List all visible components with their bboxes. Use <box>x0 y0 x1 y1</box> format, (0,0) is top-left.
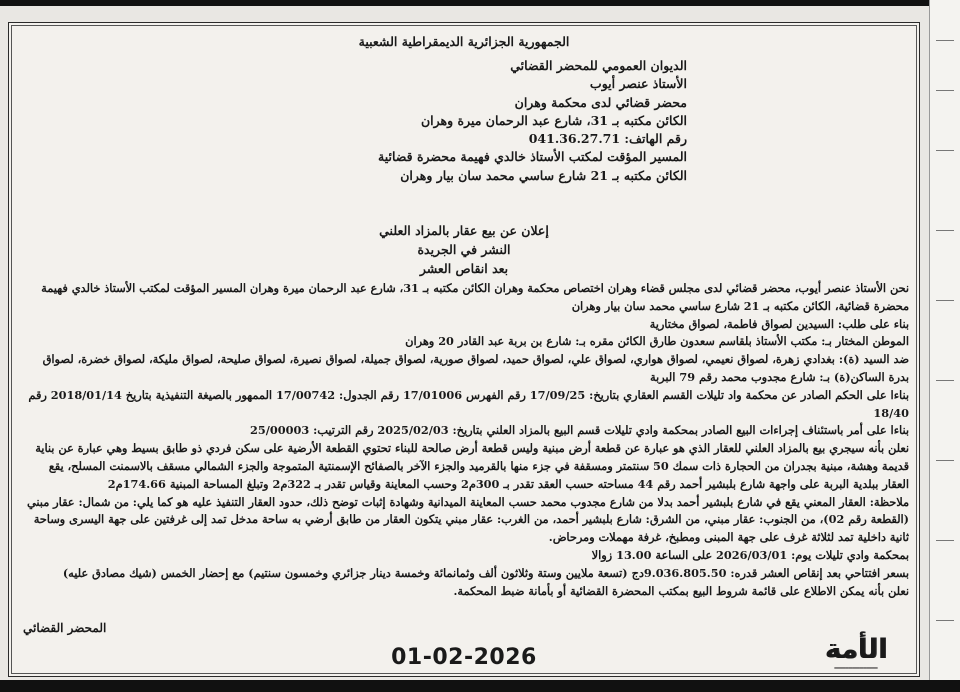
office-line: الديوان العمومي للمحضر القضائي <box>510 58 687 73</box>
office-line: الكائن مكتبه بـ 21 شارع ساسي محمد سان بيار وهران <box>400 167 687 183</box>
office-line: محضر قضائي لدى محكمة وهران <box>514 94 687 110</box>
notice-body <box>19 280 909 600</box>
logo-underline: ━━━━━━━━━━━━ <box>834 665 878 672</box>
signature-label: المحضر القضائي <box>23 621 107 635</box>
body-paragraph: ملاحظة: العقار المعني يقع في شارع بلبشير أحمد بدلا من شارع مجدوب محمد حسب المعاينة الميدانية وشهادة إثبات توضح ذلك، حدود العقار التنفيذ عليه هو كما يلي: من شمال: عقار مبني (القطعة رقم 02)، من الجنوب: عقار مبني، من الشرق: شارع بلبشير أحمد، من الغرب: عقار مبني يتكون العقار من طابق أرضي به ساحة مدخل تمد إلى غرفتين على جهة اليسرى وساحة ثانية داخلية تمد لثلاثة غرف على جهة المبنى ومطبخ، غرفة مهملات ومرحاض. <box>26 494 909 545</box>
office-line: الكائن مكتبه بـ 31، شارع عبد الرحمان ميرة وهران <box>420 112 687 128</box>
announcement-line: إعلان عن بيع عقار بالمزاد العلني <box>379 223 549 238</box>
auction-notice <box>8 22 920 677</box>
office-line: الأستاذ عنصر أيوب <box>589 76 687 92</box>
body-paragraph: نحن الأستاذ عنصر أيوب، محضر قضائي لدى مجلس قضاء وهران اختصاص محكمة وهران الكائن مكتبه بـ 31، شارع عبد الرحمان ميرة وهران المسير المؤقت لمكتب الأستاذ خالدي فهيمة محضرة قضائية، الكائن مكتبه بـ 21 شارع ساسي محمد سان بيار وهران <box>41 281 909 313</box>
newspaper-logo <box>811 635 901 675</box>
body-paragraph: بمحكمة وادي تليلات يوم: 2026/03/01 على الساعة 13.00 زوالا <box>591 547 909 562</box>
republic-header: الجمهورية الجزائرية الديمقراطية الشعبية <box>358 34 570 49</box>
office-phone: رقم الهاتف: 041.36.27.71 <box>528 131 687 147</box>
announcement-title <box>9 221 919 278</box>
adjacent-column-strip <box>929 0 960 692</box>
publication-date: 01-02-2026 <box>391 645 537 670</box>
body-paragraph: الموطن المختار بـ: مكتب الأستاذ بلقاسم سعدون طارق الكائن مقره بـ: شارع بن بربة عبد القادر 20 وهران <box>405 334 909 349</box>
body-paragraph: بناءا على الحكم الصادر عن محكمة واد تليلات القسم العقاري بتاريخ: 17/09/25 رقم الفهرس 17/01006 رقم الجدول: 17/00742 الممهور بالصيغة التنفيذية بتاريخ 2018/01/14 رقم 18/40 <box>28 387 909 420</box>
page-top-band <box>0 0 960 6</box>
office-line: المسير المؤقت لمكتب الأستاذ خالدي فهيمة محضرة قضائية <box>378 149 687 165</box>
body-paragraph: نعلن بأنه يمكن الاطلاع على قائمة شروط البيع بمكتب المحضرة القضائية أو بأمانة ضبط المحكمة. <box>453 583 909 598</box>
announcement-line: النشر في الجريدة <box>417 242 511 257</box>
body-paragraph: بناءا على أمر باستئناف إجراءات البيع الصادر بمحكمة وادي تليلات قسم البيع بالمزاد العلني بتاريخ: 2025/02/03 رقم الترتيب: 25/00003 <box>250 423 909 438</box>
body-paragraph: بناء على طلب: السيدين لصواق فاطمة، لصواق مختارية <box>649 316 909 331</box>
body-paragraph: بسعر افتتاحي بعد إنقاص العشر قدره: 9.036.805.50دج (تسعة ملايين وستة وثلاثون ألف وثمانمائة وخمسة دينار جزائري وخمسون سنتيم) مع إحضار الخمس (شيك مصادق عليه) <box>62 565 909 580</box>
bailiff-office-block <box>287 57 687 185</box>
announcement-line: بعد انقاص العشر <box>419 261 509 276</box>
newspaper-logo-mark: الأمة <box>824 634 888 665</box>
body-paragraph: نعلن بأنه سيجري بيع بالمزاد العلني للعقار الذي هو عبارة عن قطعة أرض مبنية وليس قطعة أرض صالحة للبناء تحتوي القطعة الأرضية على سكن فردي ذو طابق بسيط وهي عبارة عن بناية قديمة وهشة، مبنية بجدران من الحجارة ذات سمك 50 سنتمتر ومسقفة في جزء منها بالقرميد والجزء الآخر بالصفائح الإسمنتية المتموجة والجزء الشمالي مسقف بالاسمنت المسلح، يقع العقار ببلدية البربة على واجهة شارع بلبشير أحمد رقم 44 مساحته حسب العقد تقدر بـ 300م2 وحسب المعاينة وقياس تقدر بـ 322م2 وتبلغ المساحة المبنية 174.66م2 <box>35 441 909 491</box>
body-paragraph: ضد السيد (ة): بغدادي زهرة، لصواق نعيمي، لصواق هواري، لصواق علي، لصواق حميد، لصواق صورية، لصواق جميلة، لصواق نصيرة، لصواق صليحة، لصواق مليكة، لصواق خضرة، لصواق بدرة الساكن(ة) بـ: شارع مجدوب محمد رقم 79 البربة <box>42 352 909 384</box>
page-bottom-band <box>0 680 960 692</box>
